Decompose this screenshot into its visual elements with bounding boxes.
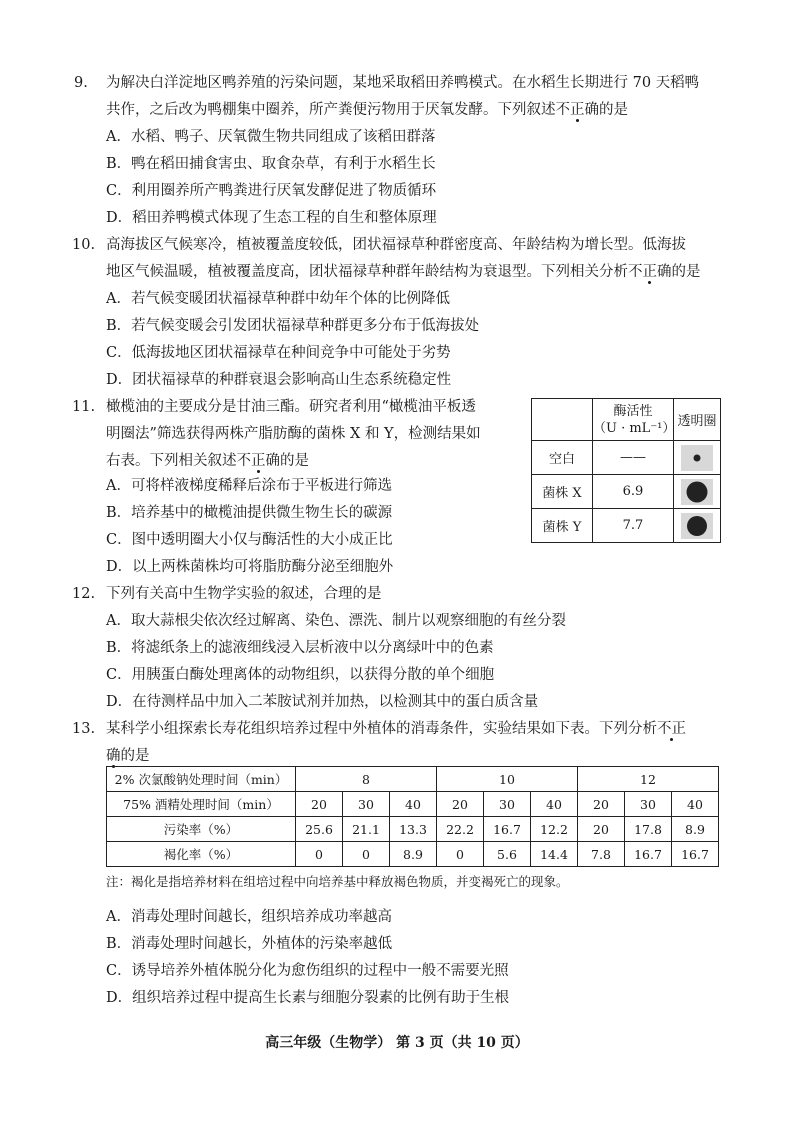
- question-stem-line: 地区气候温暖，植被覆盖度高，团状福禄草种群年龄结构为衰退型。下列相关分析不正确的是: [106, 264, 701, 280]
- naclo-time: 12: [578, 767, 719, 792]
- option-d: D．以上两株菌株均可将脂肪酶分泌至细胞外: [106, 559, 394, 575]
- option-d: D．稻田养鸭模式体现了生态工程的自生和整体原理: [106, 210, 437, 226]
- option-d: D．组织培养过程中提高生长素与细胞分裂素的比例有助于生根: [106, 990, 510, 1006]
- emphasis-text: 不正: [657, 721, 686, 737]
- row-label: 菌株 X: [532, 475, 593, 509]
- option-a: A．消毒处理时间越长，组织培养成功率越高: [106, 909, 392, 925]
- option-a: A．取大蒜根尖依次经过解离、染色、漂洗、制片以观察细胞的有丝分裂: [106, 613, 566, 629]
- contamination-rate: 25.6: [296, 817, 343, 842]
- ethanol-time: 20: [296, 792, 343, 817]
- row-label: 75% 酒精处理时间（min）: [107, 792, 296, 817]
- contamination-rate: 16.7: [484, 817, 531, 842]
- browning-rate: 16.7: [672, 842, 719, 867]
- enzyme-activity-table: [531, 398, 721, 543]
- row-label: 空白: [532, 441, 593, 475]
- browning-rate: 16.7: [625, 842, 672, 867]
- ethanol-time: 30: [625, 792, 672, 817]
- browning-rate: 0: [343, 842, 390, 867]
- question-stem-line: 确的是: [106, 748, 150, 764]
- clear-zone: [687, 516, 707, 536]
- question-stem-line: 共作，之后改为鸭棚集中圈养，所产粪便污物用于厌氧发酵。下列叙述不正确的是: [106, 102, 628, 118]
- activity-value: 7.7: [593, 509, 674, 543]
- clear-zone: [694, 454, 701, 461]
- row-label: 2% 次氯酸钠处理时间（min）: [107, 767, 296, 792]
- option-b: B．若气候变暖会引发团状福禄草种群更多分布于低海拔处: [106, 318, 480, 334]
- option-a: A．若气候变暖团状福禄草种群中幼年个体的比例降低: [106, 291, 450, 307]
- naclo-time: 8: [296, 767, 437, 792]
- ethanol-time: 20: [437, 792, 484, 817]
- row-label: 污染率（%）: [107, 817, 296, 842]
- disinfection-table: [106, 766, 719, 867]
- option-b: B．消毒处理时间越长，外植体的污染率越低: [106, 936, 393, 952]
- plate-image: [681, 479, 713, 505]
- option-d: D．在待测样品中加入二苯胺试剂并加热，以检测其中的蛋白质含量: [106, 694, 539, 710]
- question-stem-line: 某科学小组探索长寿花组织培养过程中外植体的消毒条件，实验结果如下表。下列分析不正: [106, 721, 686, 737]
- contamination-rate: 20: [578, 817, 625, 842]
- question-stem-line: 橄榄油的主要成分是甘油三酯。研究者利用“橄榄油平板透: [106, 399, 476, 415]
- row-label: 褐化率（%）: [107, 842, 296, 867]
- option-a: A．可将样液梯度稀释后涂布于平板进行筛选: [106, 478, 392, 494]
- contamination-rate: 13.3: [390, 817, 437, 842]
- ethanol-time: 30: [484, 792, 531, 817]
- ethanol-time: 40: [531, 792, 578, 817]
- option-b: B．将滤纸条上的滤液细线浸入层析液中以分离绿叶中的色素: [106, 640, 494, 656]
- question-stem-line: 为解决白洋淀地区鸭养殖的污染问题，某地采取稻田养鸭模式。在水稻生长期进行 70 天稻鸭: [106, 75, 700, 91]
- question-number: 12.: [72, 586, 96, 602]
- option-c: C．诱导培养外植体脱分化为愈伤组织的过程中一般不需要光照: [106, 963, 509, 979]
- option-c: C．低海拔地区团状福禄草在种间竞争中可能处于劣势: [106, 345, 451, 361]
- question-stem-line: 下列有关高中生物学实验的叙述，合理的是: [106, 586, 382, 602]
- contamination-rate: 22.2: [437, 817, 484, 842]
- contamination-rate: 12.2: [531, 817, 578, 842]
- question-number: 11.: [72, 399, 96, 415]
- emphasis-text: 不正确: [236, 453, 280, 469]
- activity-value: ——: [593, 441, 674, 475]
- ethanol-time: 30: [343, 792, 390, 817]
- question-10: [72, 232, 742, 286]
- option-c: C．利用圈养所产鸭粪进行厌氧发酵促进了物质循环: [106, 183, 437, 199]
- browning-rate: 14.4: [531, 842, 578, 867]
- browning-rate: 7.8: [578, 842, 625, 867]
- question-number: 10.: [72, 237, 96, 253]
- header-activity: 酶活性 （U · mL⁻¹）: [593, 399, 674, 441]
- browning-rate: 0: [437, 842, 484, 867]
- option-d: D．团状福禄草的种群衰退会影响高山生态系统稳定性: [106, 372, 452, 388]
- contamination-rate: 8.9: [672, 817, 719, 842]
- question-13: [72, 716, 742, 770]
- question-number: 13.: [72, 721, 96, 737]
- ethanol-time: 20: [578, 792, 625, 817]
- browning-rate: 0: [296, 842, 343, 867]
- emphasis-text: 不正确: [555, 102, 599, 118]
- question-number: 9.: [74, 75, 88, 91]
- question-stem-line: 明圈法”筛选获得两株产脂肪酶的菌株 X 和 Y，检测结果如: [106, 426, 481, 442]
- question-11: [72, 394, 522, 475]
- page-footer: 高三年级（生物学） 第 3 页（共 10 页）: [265, 1035, 529, 1051]
- option-c: C．图中透明圈大小仅与酶活性的大小成正比: [106, 532, 393, 548]
- option-b: B．鸭在稻田捕食害虫、取食杂草，有利于水稻生长: [106, 156, 436, 172]
- clear-zone: [687, 481, 708, 502]
- question-9: [74, 70, 734, 124]
- option-b: B．培养基中的橄榄油提供微生物生长的碳源: [106, 505, 393, 521]
- question-stem-line: 高海拔区气候寒冷，植被覆盖度较低，团状福禄草种群密度高、年龄结构为增长型。低海拔: [106, 237, 686, 253]
- table-note: 注：褐化是指培养材料在组培过程中向培养基中释放褐色物质，并变褐死亡的现象。: [106, 874, 569, 889]
- plate-image: [681, 445, 713, 471]
- naclo-time: 10: [437, 767, 578, 792]
- emphasis-text: 确: [106, 748, 121, 764]
- plate-image: [681, 513, 713, 539]
- emphasis-text: 不正确: [628, 264, 672, 280]
- browning-rate: 8.9: [390, 842, 437, 867]
- question-stem-line: 右表。下列相关叙述不正确的是: [106, 453, 309, 469]
- option-c: C．用胰蛋白酶处理离体的动物组织，以获得分散的单个细胞: [106, 667, 495, 683]
- contamination-rate: 21.1: [343, 817, 390, 842]
- ethanol-time: 40: [672, 792, 719, 817]
- header-circle: 透明圈: [674, 399, 721, 441]
- ethanol-time: 40: [390, 792, 437, 817]
- activity-value: 6.9: [593, 475, 674, 509]
- contamination-rate: 17.8: [625, 817, 672, 842]
- question-12: [72, 581, 742, 608]
- option-a: A．水稻、鸭子、厌氧微生物共同组成了该稻田群落: [106, 129, 436, 145]
- row-label: 菌株 Y: [532, 509, 593, 543]
- browning-rate: 5.6: [484, 842, 531, 867]
